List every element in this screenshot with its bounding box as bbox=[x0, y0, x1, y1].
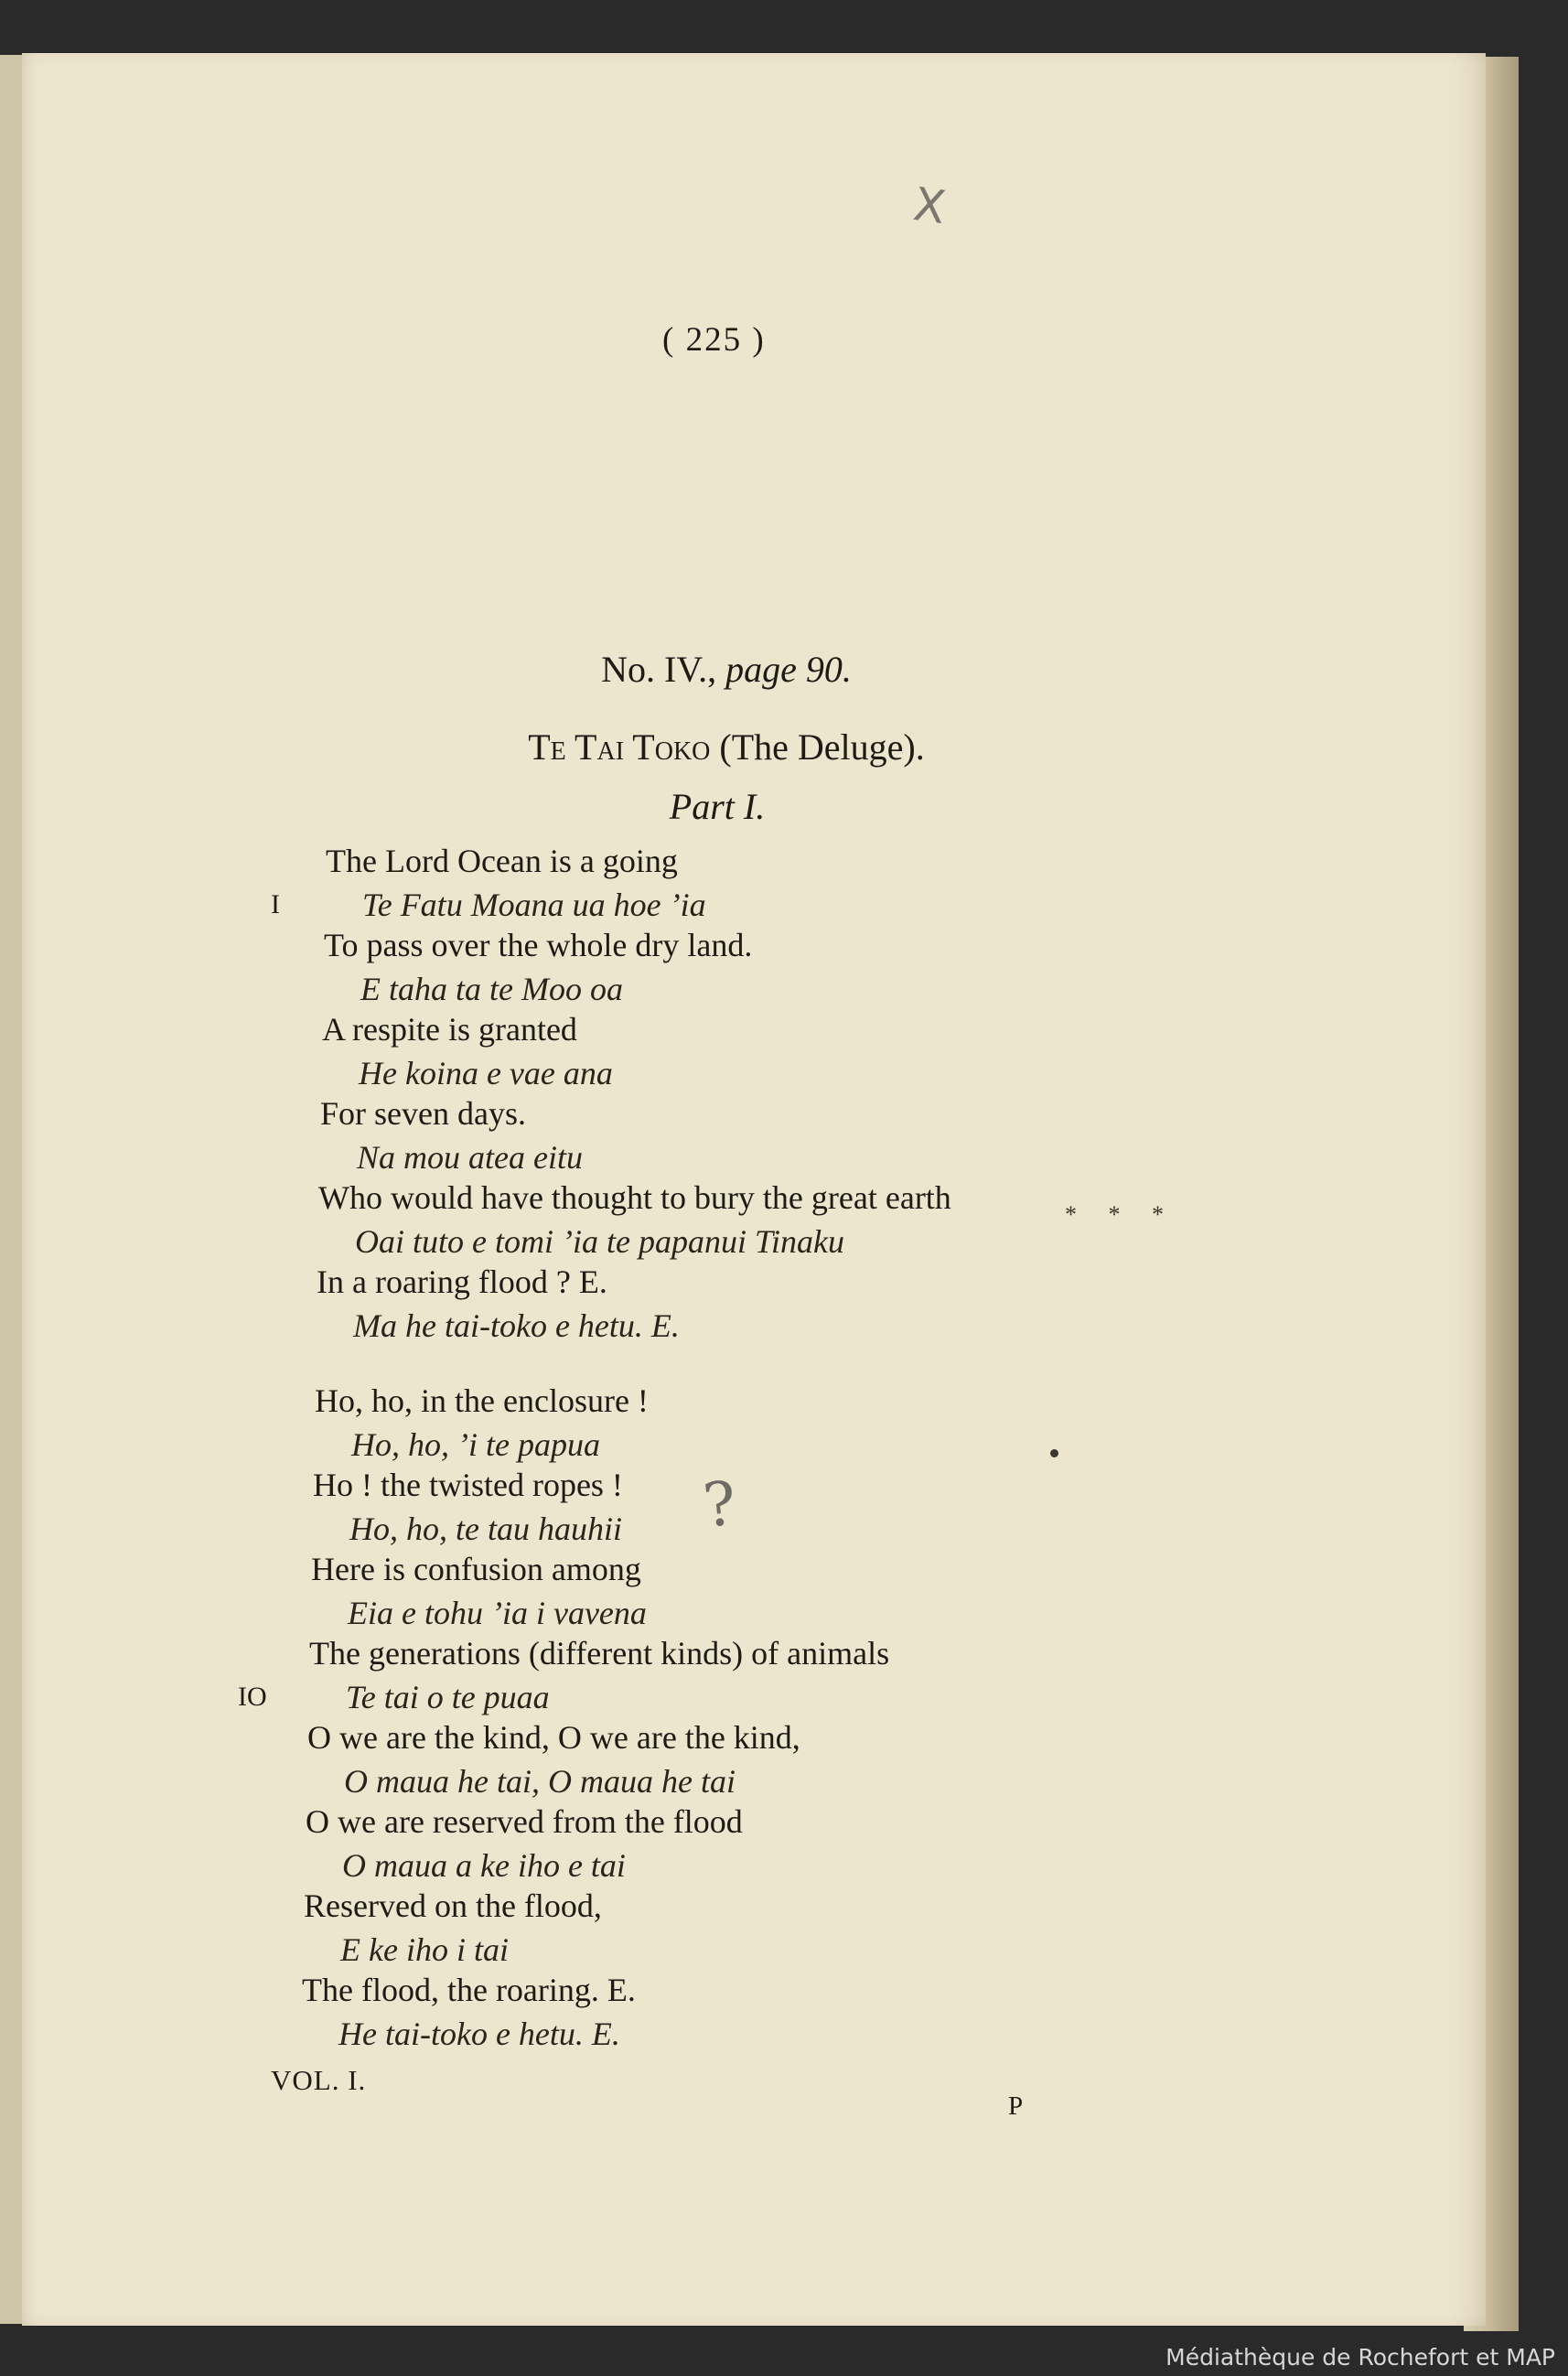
part-heading: Part I. bbox=[669, 786, 766, 827]
poem-line-english: Here is confusion among bbox=[311, 1551, 641, 1587]
poem-line-tahitian: E ke iho i tai bbox=[340, 1931, 509, 1968]
library-watermark: Médiathèque de Rochefort et MAP bbox=[1165, 2344, 1555, 2371]
asterisks-mark: * * * bbox=[1065, 1201, 1176, 1228]
poem-line-english: The flood, the roaring. E. bbox=[302, 1972, 636, 2008]
appendix-number-label: No. IV., bbox=[601, 649, 717, 690]
line-number-1: I bbox=[271, 889, 280, 919]
pencil-question-mark: ? bbox=[700, 1468, 740, 1542]
poem-line-tahitian: O maua he tai, O maua he tai bbox=[344, 1763, 736, 1800]
gathering-signature: P bbox=[1008, 2091, 1024, 2121]
poem-line-english: Reserved on the flood, bbox=[304, 1887, 602, 1924]
poem-line-tahitian: Eia e tohu ’ia i vavena bbox=[348, 1595, 647, 1631]
poem-line-tahitian: Te tai o te puaa bbox=[346, 1679, 550, 1715]
poem-line-tahitian: He tai-toko e hetu. E. bbox=[338, 2016, 620, 2052]
poem-line-english: Ho, ho, in the enclosure ! bbox=[315, 1382, 649, 1419]
poem-line-english: To pass over the whole dry land. bbox=[324, 927, 753, 963]
poem-line-english: O we are the kind, O we are the kind, bbox=[307, 1719, 800, 1756]
poem-line-tahitian: He koina e vae ana bbox=[359, 1055, 613, 1091]
poem-line-tahitian: Ma he tai-toko e hetu. E. bbox=[353, 1307, 680, 1344]
poem-line-tahitian: Ho, ho, ’i te papua bbox=[351, 1426, 600, 1463]
page-reference: page 90. bbox=[725, 649, 852, 690]
poem-title-english: (The Deluge). bbox=[719, 726, 925, 768]
poem-line-tahitian: E taha ta te Moo oa bbox=[360, 971, 623, 1007]
poem-body bbox=[22, 53, 1486, 2326]
pencil-x-mark: X bbox=[910, 177, 950, 235]
poem-line-tahitian: Ho, ho, te tau hauhii bbox=[349, 1511, 622, 1547]
poem-line-tahitian: Na mou atea eitu bbox=[357, 1139, 583, 1176]
poem-title-tahitian: Te Tai Toko bbox=[528, 726, 711, 768]
poem-line-english: The Lord Ocean is a going bbox=[326, 843, 678, 879]
volume-signature: VOL. I. bbox=[271, 2064, 367, 2096]
poem-line-english: The generations (different kinds) of animals bbox=[309, 1635, 890, 1672]
ink-speck bbox=[1050, 1449, 1058, 1457]
poem-line-tahitian: Oai tuto e tomi ’ia te papanui Tinaku bbox=[355, 1223, 844, 1260]
poem-line-english: For seven days. bbox=[320, 1095, 526, 1132]
poem-line-english: A respite is granted bbox=[322, 1011, 577, 1048]
page-number: ( 225 ) bbox=[662, 321, 766, 359]
line-number-10: IO bbox=[238, 1682, 267, 1712]
poem-line-english: In a roaring flood ? E. bbox=[317, 1263, 607, 1300]
poem-line-english: O we are reserved from the flood bbox=[306, 1803, 743, 1840]
poem-line-english: Who would have thought to bury the great earth bbox=[318, 1179, 951, 1216]
poem-line-tahitian: O maua a ke iho e tai bbox=[342, 1847, 626, 1884]
poem-line-tahitian: Te Fatu Moana ua hoe ’ia bbox=[362, 887, 706, 923]
poem-line-english: Ho ! the twisted ropes ! bbox=[313, 1467, 623, 1503]
book-page bbox=[22, 53, 1486, 2326]
